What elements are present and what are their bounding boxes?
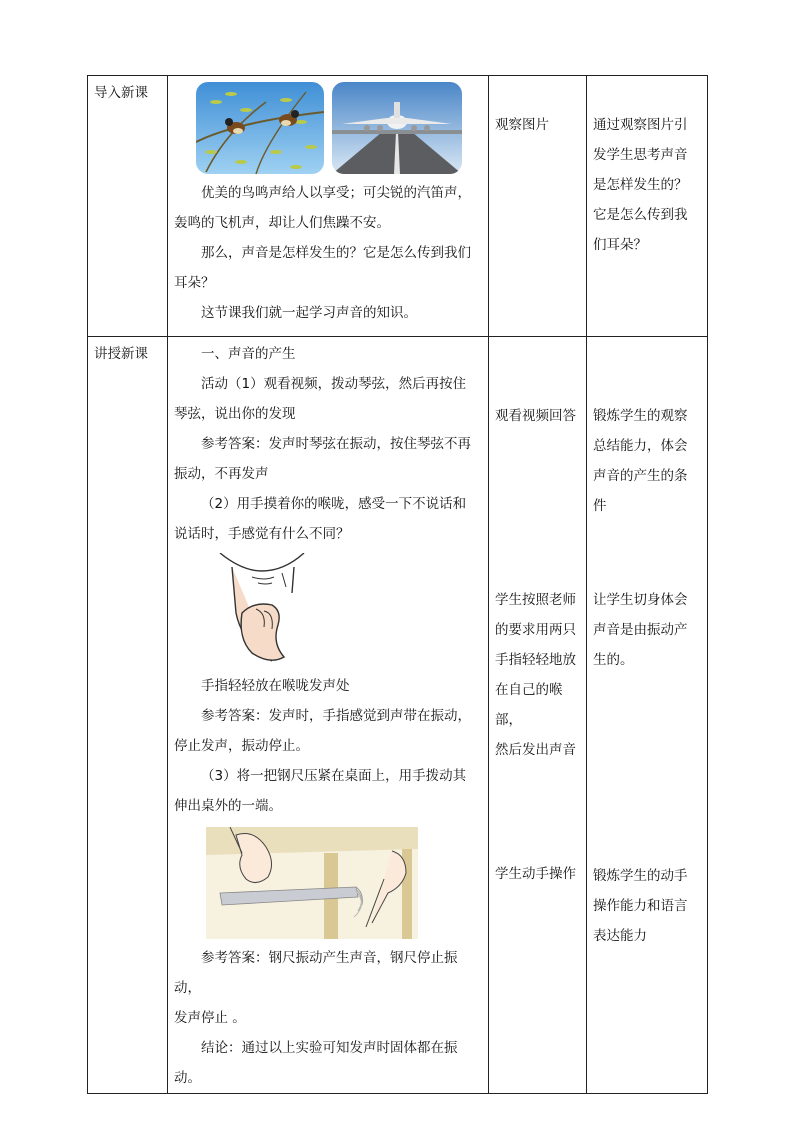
birds-photo <box>196 82 324 174</box>
airplane-photo <box>332 82 462 174</box>
student-activity-cell <box>489 337 587 1094</box>
lesson-plan-table <box>87 75 708 1094</box>
intent-line: 声音的产生的条 <box>593 468 688 484</box>
content-line: 振动，不再发声 <box>174 466 269 482</box>
intro-images <box>174 82 482 174</box>
section-label: 导入新课 <box>94 85 148 101</box>
content-line: 参考答案：发声时琴弦在振动，按住琴弦不再 <box>201 436 471 452</box>
intent-line: 发学生思考声音 <box>593 147 688 163</box>
throat-illustration <box>174 553 482 671</box>
student-activity: 的要求用两只 <box>495 622 576 638</box>
content-cell <box>168 76 489 337</box>
student-activity: 手指轻轻地放 <box>495 652 576 668</box>
student-activity: 学生动手操作 <box>495 866 576 882</box>
intent-line: 它是怎么传到我 <box>593 207 688 223</box>
content-line: （3）将一把钢尺压紧在桌面上，用手拨动其 <box>201 768 467 784</box>
content-line: 说话时，手感觉有什么不同？ <box>174 526 350 542</box>
section-cell <box>88 337 168 1094</box>
design-intent-cell <box>587 76 708 337</box>
content-line: 琴弦，说出你的发现 <box>174 406 296 422</box>
intent-line: 是怎样发生的？ <box>593 177 688 193</box>
intent-line: 操作能力和语言 <box>593 898 688 914</box>
content-line: 结论：通过以上实验可知发声时固体都在振动。 <box>174 1040 458 1086</box>
intent-line: 声音是由振动产 <box>593 622 688 638</box>
content-line: 这节课我们就一起学习声音的知识。 <box>201 305 417 321</box>
content-line: 发声停止 。 <box>174 1010 246 1026</box>
content-line: （2）用手摸着你的喉咙，感受一下不说话和 <box>201 496 467 512</box>
intent-line: 通过观察图片引 <box>593 117 688 133</box>
intent-line: 锻炼学生的观察 <box>593 408 688 424</box>
student-activity: 观察图片 <box>495 117 549 133</box>
content-line: 活动（1）观看视频，拨动琴弦，然后再按住 <box>201 376 467 392</box>
content-line: 伸出桌外的一端。 <box>174 798 282 814</box>
intent-line: 表达能力 <box>593 928 647 944</box>
design-intent-cell <box>587 337 708 1094</box>
student-activity: 观看视频回答 <box>495 408 576 424</box>
intent-line: 锻炼学生的动手 <box>593 868 688 884</box>
student-activity-cell <box>489 76 587 337</box>
content-line: 那么，声音是怎样发生的？它是怎么传到我们 <box>201 245 471 261</box>
content-line: 参考答案：发声时，手指感觉到声带在振动， <box>201 708 471 724</box>
student-activity: 学生按照老师 <box>495 592 576 608</box>
table-row <box>88 337 708 1094</box>
intent-line: 们耳朵？ <box>593 237 647 253</box>
section-label: 讲授新课 <box>94 346 148 362</box>
content-line: 手指轻轻放在喉咙发声处 <box>201 678 350 694</box>
intent-line: 总结能力，体会 <box>593 438 688 454</box>
table-row <box>88 76 708 337</box>
content-cell <box>168 337 489 1094</box>
content-line: 停止发声，振动停止。 <box>174 738 309 754</box>
content-line: 一、声音的产生 <box>201 346 296 362</box>
intent-line: 让学生切身体会 <box>593 592 688 608</box>
content-line: 优美的鸟鸣声给人以享受；可尖锐的汽笛声， <box>201 185 471 201</box>
content-line: 参考答案：钢尺振动产生声音，钢尺停止振动， <box>174 950 458 996</box>
intent-line: 生的。 <box>593 652 634 668</box>
content-line: 耳朵？ <box>174 275 215 291</box>
ruler-illustration <box>174 827 482 943</box>
student-activity: 然后发出声音 <box>495 742 576 758</box>
section-cell <box>88 76 168 337</box>
intent-line: 件 <box>593 498 607 514</box>
content-line: 轰鸣的飞机声，却让人们焦躁不安。 <box>174 215 390 231</box>
student-activity: 在自己的喉部， <box>495 682 563 728</box>
